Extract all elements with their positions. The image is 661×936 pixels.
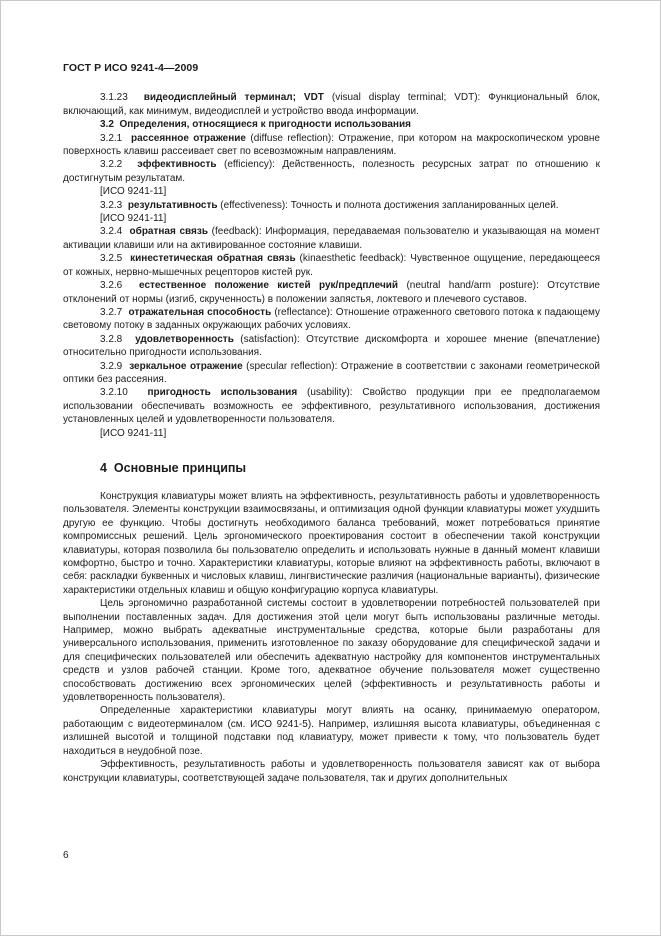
section-4-heading xyxy=(63,461,600,475)
body-text: 3.2.4 xyxy=(100,226,130,238)
body-text: (satisfaction): Отсутствие дискомфорта и хорошее мнение (впечатление) относительно пригодности использования. xyxy=(63,333,600,359)
subsection-3-2-title xyxy=(63,118,600,131)
term-bold-text: обратная связь xyxy=(129,226,208,238)
term-bold-text: естественное положение кистей рук/предплечий xyxy=(139,280,399,292)
iso-reference xyxy=(63,212,600,225)
body-text: 3.2.3 xyxy=(100,199,128,211)
body-text: (usability): Свойство продукции при ее предполагаемом использовании обеспечивать возможность ее эффективного, результативного использования, достижения установленных целей и удовлетворенности пользователя. xyxy=(63,387,601,426)
iso-reference xyxy=(63,185,600,198)
body-text: 4 Основные принципы xyxy=(100,460,247,475)
section-4-paragraph-1 xyxy=(63,490,600,597)
body-text: 3.2.10 xyxy=(100,387,148,399)
clause-3-2-7 xyxy=(63,306,600,333)
term-bold-text: зеркальное отражение xyxy=(129,360,243,372)
body-text: 3.2.1 xyxy=(100,132,131,144)
section-4-paragraph-3 xyxy=(63,704,600,758)
term-bold-text: рассеянное отражение xyxy=(130,132,246,144)
term-bold-text: удовлетворенность xyxy=(135,333,234,345)
term-bold-text: отражательная способность xyxy=(128,306,272,318)
body-text: (visual display terminal; VDT): Функциональный блок, включающий, как минимум, видеодисплей и устройство ввода информации. xyxy=(63,92,601,117)
body-text: (efficiency): Действенность, полезность ресурсных затрат по отношению к достигнутым результатам. xyxy=(63,159,600,184)
body-text: 3.2.8 xyxy=(100,333,136,345)
term-bold-text: эффективность xyxy=(137,159,217,171)
body-text: 3.2.9 xyxy=(100,360,130,372)
term-bold-text: пригодность использования xyxy=(147,387,298,399)
term-bold-text: 3.2 Определения, относящиеся к пригодности использования xyxy=(100,119,411,131)
running-header: ГОСТ Р ИСО 9241-4—2009 xyxy=(63,62,199,74)
term-bold-text: кинестетическая обратная связь xyxy=(130,253,296,265)
body-text: (feedback): Информация, передаваемая пользователю и указывающая на момент активации клавиши или на активированное состояние клавиши. xyxy=(63,226,600,251)
body-text: [ИСО 9241-11] xyxy=(100,186,167,198)
clause-3-2-3 xyxy=(63,199,600,212)
body-text: (effectiveness): Точность и полнота достижения запланированных целей. xyxy=(217,199,559,211)
body-text: Эффективность, результативность работы и удовлетворенность пользователя зависят как от выбора конструкции клавиатуры, соответствующей задаче пользователя, так и других дополнительных xyxy=(63,759,600,784)
section-4-paragraph-2 xyxy=(63,597,600,704)
body-text: Цель эргономично разработанной системы состоит в удовлетворении потребностей пользователей при выполнении поставленных задач. Для достижения этой цели могут быть использованы различные методы. Например, можно выбрать адекватные инструментальные средства, которые были разработаны для универсального использования, применить изготовленное по заказу оборудование для специфической задачи и для специфических пользователей или обеспечить адекватную настройку для компонентов инструментальных средств и узлов рабочей станции. Кроме того, адекватное обучение пользователя может существенно способствовать достижению всех эргономических целей (эффективность и результативность работы и удовлетворенность пользователя). xyxy=(63,598,600,704)
clause-3-2-5 xyxy=(63,252,600,279)
section-4-paragraph-4 xyxy=(63,758,600,785)
term-bold-text: видеодисплейный терминал; VDT xyxy=(143,92,324,104)
clause-3-2-1 xyxy=(63,132,600,159)
document-body xyxy=(63,91,600,785)
body-text: (specular reflection): Отражение в соответствии с законами геометрической оптики без рассеяния. xyxy=(63,360,600,385)
clause-3-2-2 xyxy=(63,158,600,185)
clause-3-2-4 xyxy=(63,225,600,252)
body-text: 3.2.2 xyxy=(100,159,138,171)
body-text: 3.2.7 xyxy=(100,306,129,318)
body-text: 3.2.5 xyxy=(100,253,131,265)
clause-3-2-6 xyxy=(63,279,600,306)
body-text: Конструкция клавиатуры может влиять на эффективность, результативность работы и удовлетворенность пользователя. Элементы конструкции взаимосвязаны, и оптимизация одной функции клавиатуры может ухудшить другую ее функцию. Чтобы достигнуть необходимого баланса требований, может потребоваться принятие компромиссных решений. Цель эргономического проектирования состоит в обеспечении такой конструкции клавиатуры, которая позволила бы пользователю определить и использовать нужные в данный момент клавиши комфортно, быстро и точно. Характеристики клавиатуры, которые влияют на эффективность работы, включают в себя: раскладки буквенных и числовых клавиш, лингвистические различия (национальные варианты), физические характеристики отдельных клавиш и общую конфигурацию корпуса клавиатуры. xyxy=(63,490,600,596)
clause-3-2-9 xyxy=(63,360,600,387)
iso-reference xyxy=(63,427,600,440)
body-text: [ИСО 9241-11] xyxy=(100,213,167,225)
body-text: (neutral hand/arm posture): Отсутствие отклонений от нормы (изгиб, скрученность) в положении запястья, локтевого и плечевого суставов. xyxy=(63,280,600,305)
clause-3-1-23 xyxy=(63,91,600,118)
body-text: [ИСО 9241-11] xyxy=(100,427,167,439)
term-bold-text: результативность xyxy=(127,199,218,211)
body-text: (kinaesthetic feedback): Чувственное ощущение, передающееся от кожных, нервно-мышечных рецепторов кистей рук. xyxy=(63,253,600,278)
page-number: 6 xyxy=(63,850,69,861)
body-text: (diffuse reflection): Отражение, при котором на макроскопическом уровне поверхность клавиш рассеивает свет по всевозможным направлениям. xyxy=(63,132,600,158)
clause-3-2-8 xyxy=(63,333,600,360)
body-text: Определенные характеристики клавиатуры могут влиять на осанку, принимаемую оператором, работающим с видеотерминалом (см. ИСО 9241-5). Например, излишняя высота клавиатуры, объединенная с излишней высотой и толщиной подставки под клавиатуру, может привести к тому, что пользователь будет находиться в неудобной позе. xyxy=(63,705,600,757)
body-text: 3.2.6 xyxy=(100,280,140,292)
clause-3-2-10 xyxy=(63,386,600,426)
body-text: 3.1.23 xyxy=(100,92,144,104)
body-text: (reflectance): Отношение отраженного светового потока к падающему световому потоку в заданных окружающих рабочих условиях. xyxy=(63,306,600,332)
